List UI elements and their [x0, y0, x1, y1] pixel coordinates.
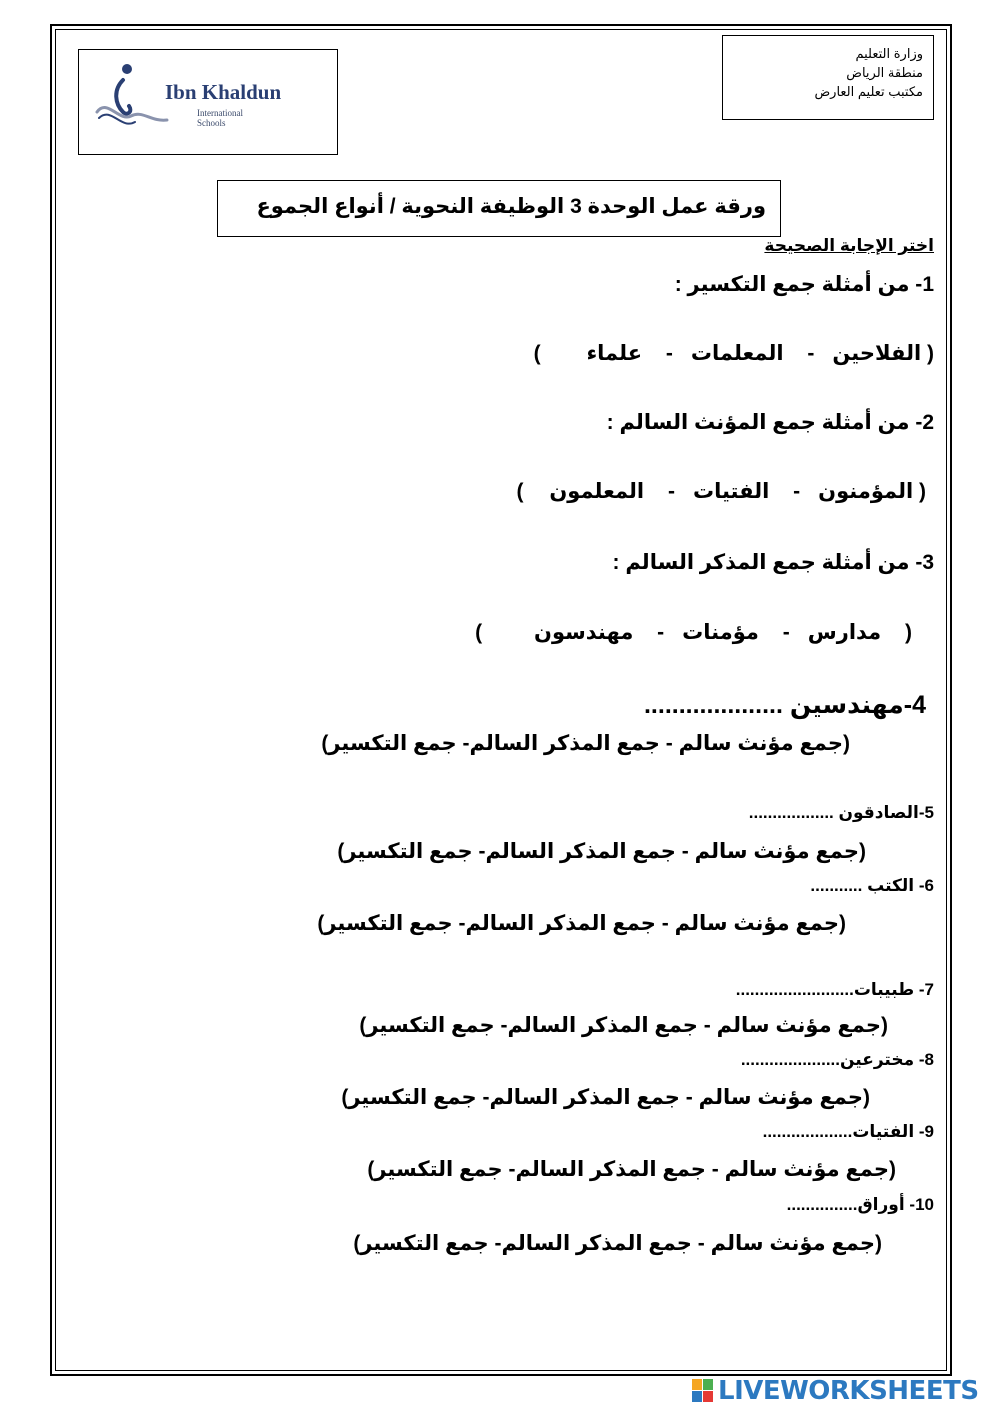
- logo-name: Ibn Khaldun: [165, 80, 282, 104]
- paren-open: (: [905, 621, 912, 644]
- item-7-label[interactable]: 7- طبيبات.........................: [735, 980, 934, 999]
- item-4-label[interactable]: 4-مهندسين ....................: [643, 691, 926, 719]
- school-logo: [78, 49, 338, 155]
- liveworksheets-text: LIVEWORKSHEETS: [718, 1376, 979, 1406]
- paren-close: ): [533, 342, 541, 365]
- item-5-label[interactable]: 5-الصادقون ..................: [748, 803, 934, 822]
- paren-open: (: [927, 342, 934, 365]
- item-7-choices[interactable]: (جمع مؤنث سالم - جمع المذكر السالم- جمع التكسير): [359, 1014, 888, 1037]
- region-line: منطقة الرياض: [846, 65, 923, 80]
- option[interactable]: مدارس: [807, 621, 882, 644]
- item-5-choices[interactable]: (جمع مؤنث سالم - جمع المذكر السالم- جمع التكسير): [337, 840, 866, 863]
- logo-subtitle-line-1: International: [197, 108, 243, 118]
- option[interactable]: علماء: [586, 342, 643, 365]
- option[interactable]: مؤمنات: [682, 621, 759, 644]
- option[interactable]: المؤمنون: [818, 480, 914, 503]
- item-4-choices[interactable]: (جمع مؤنث سالم - جمع المذكر السالم- جمع التكسير): [321, 732, 850, 755]
- item-9-label[interactable]: 9- الفتيات...................: [762, 1122, 934, 1141]
- item-9-choices[interactable]: (جمع مؤنث سالم - جمع المذكر السالم- جمع التكسير): [367, 1158, 896, 1181]
- worksheet-title-box: [217, 180, 781, 237]
- item-6-choices[interactable]: (جمع مؤنث سالم - جمع المذكر السالم- جمع التكسير): [317, 912, 846, 935]
- option[interactable]: الفتيات: [692, 480, 770, 503]
- office-line: مكتبب تعليم العارض: [814, 84, 923, 99]
- paren-close: ): [475, 621, 483, 644]
- logo-subtitle-line-2: Schools: [197, 118, 226, 128]
- question-1: 1- من أمثلة جمع التكسير :: [674, 273, 934, 296]
- liveworksheets-logo-icon: [692, 1378, 714, 1404]
- worksheet-title: ورقة عمل الوحدة 3 الوظيفة النحوية / أنواع الجموع: [256, 195, 766, 218]
- option[interactable]: مهندسون: [534, 621, 634, 644]
- ministry-line: وزارة التعليم: [855, 46, 923, 61]
- item-6-label[interactable]: 6- الكتب ...........: [810, 876, 934, 895]
- option[interactable]: المعلمات: [690, 342, 784, 365]
- logo-subtitle: [197, 108, 243, 128]
- paren-close: ): [516, 480, 524, 503]
- option[interactable]: المعلمون: [549, 480, 645, 503]
- instruction: اختر الإجابة الصحيحة: [764, 236, 934, 255]
- item-8-choices[interactable]: (جمع مؤنث سالم - جمع المذكر السالم- جمع التكسير): [341, 1086, 870, 1109]
- question-1-options: ( الفلاحين- المعلمات- علماء ): [533, 342, 934, 365]
- option[interactable]: الفلاحين: [832, 342, 922, 365]
- question-2: 2- من أمثلة جمع المؤنث السالم :: [606, 411, 934, 434]
- paren-open: (: [919, 480, 926, 503]
- item-10-label[interactable]: 10- أوراق...............: [786, 1195, 934, 1214]
- item-8-label[interactable]: 8- مخترعين.....................: [740, 1050, 934, 1069]
- ministry-header: [722, 35, 934, 120]
- item-10-choices[interactable]: (جمع مؤنث سالم - جمع المذكر السالم- جمع التكسير): [353, 1232, 882, 1255]
- ibn-khaldun-logo-icon: [93, 60, 173, 140]
- question-2-options: ( المؤمنون- الفتيات- المعلمون ): [516, 480, 926, 503]
- question-3: 3- من أمثلة جمع المذكر السالم :: [612, 551, 934, 574]
- question-3-options: ( مدارس- مؤمنات- مهندسون ): [475, 621, 912, 644]
